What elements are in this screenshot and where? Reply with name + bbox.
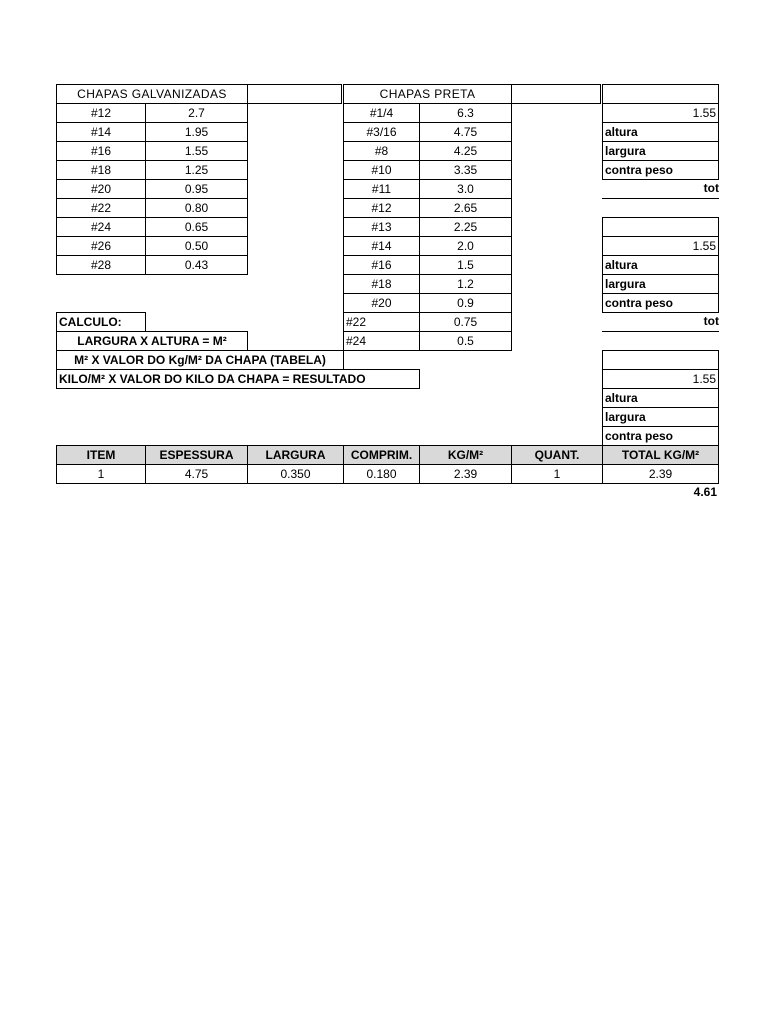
item-table-cell[interactable]: 4.75 [145, 464, 248, 484]
preta-value-cell[interactable]: 0.9 [419, 293, 512, 313]
side-value-cell[interactable]: 1.55 [602, 236, 719, 256]
galv-value-cell[interactable]: 0.43 [145, 255, 248, 275]
empty-cell [247, 84, 342, 104]
preta-value-cell[interactable]: 6.3 [419, 103, 512, 123]
side-block-top [602, 350, 719, 370]
preta-gauge-cell[interactable]: #13 [343, 217, 420, 237]
calculo-line-1: LARGURA X ALTURA = M² [56, 331, 248, 351]
galv-gauge-cell[interactable]: #24 [56, 217, 146, 237]
largura-label: largura [602, 141, 719, 161]
contra-peso-label: contra peso [602, 160, 719, 180]
preta-value-cell[interactable]: 2.65 [419, 198, 512, 218]
galv-value-cell[interactable]: 1.25 [145, 160, 248, 180]
galv-gauge-cell[interactable]: #20 [56, 179, 146, 199]
preta-gauge-cell[interactable]: #22 [343, 312, 420, 332]
total-label: tot [602, 179, 719, 199]
preta-value-cell[interactable]: 1.2 [419, 274, 512, 294]
preta-gauge-cell[interactable]: #8 [343, 141, 420, 161]
galv-gauge-cell[interactable]: #28 [56, 255, 146, 275]
preta-gauge-cell[interactable]: #18 [343, 274, 420, 294]
preta-value-cell[interactable]: 0.5 [419, 331, 512, 351]
altura-label: altura [602, 122, 719, 142]
galv-value-cell[interactable]: 1.95 [145, 122, 248, 142]
preta-value-cell[interactable]: 1.5 [419, 255, 512, 275]
calculo-line-2: M² X VALOR DO Kg/M² DA CHAPA (TABELA) [56, 350, 344, 370]
preta-value-cell[interactable]: 2.25 [419, 217, 512, 237]
galvanizadas-header: CHAPAS GALVANIZADAS [56, 84, 248, 104]
altura-label: altura [602, 255, 719, 275]
side-block-top [602, 84, 719, 104]
galv-value-cell[interactable]: 1.55 [145, 141, 248, 161]
preta-gauge-cell[interactable]: #20 [343, 293, 420, 313]
largura-label: largura [602, 407, 719, 427]
galv-gauge-cell[interactable]: #26 [56, 236, 146, 256]
galv-gauge-cell[interactable]: #18 [56, 160, 146, 180]
item-table-cell[interactable]: 0.350 [247, 464, 344, 484]
grand-total[interactable]: 4.61 [693, 485, 717, 499]
preta-gauge-cell[interactable]: #11 [343, 179, 420, 199]
galv-gauge-cell[interactable]: #22 [56, 198, 146, 218]
item-table-header: COMPRIM. [343, 445, 420, 465]
item-table-cell[interactable]: 1 [56, 464, 146, 484]
preta-value-cell[interactable]: 4.75 [419, 122, 512, 142]
item-table-header: LARGURA [247, 445, 344, 465]
empty-cell [511, 84, 601, 104]
item-table-cell[interactable]: 1 [511, 464, 603, 484]
item-table-header: TOTAL KG/M² [602, 445, 719, 465]
galv-value-cell[interactable]: 0.95 [145, 179, 248, 199]
galv-gauge-cell[interactable]: #14 [56, 122, 146, 142]
preta-value-cell[interactable]: 4.25 [419, 141, 512, 161]
galv-value-cell[interactable]: 2.7 [145, 103, 248, 123]
preta-value-cell[interactable]: 3.35 [419, 160, 512, 180]
preta-value-cell[interactable]: 2.0 [419, 236, 512, 256]
galv-value-cell[interactable]: 0.80 [145, 198, 248, 218]
preta-gauge-cell[interactable]: #14 [343, 236, 420, 256]
preta-value-cell[interactable]: 0.75 [419, 312, 512, 332]
contra-peso-label: contra peso [602, 426, 719, 446]
galv-gauge-cell[interactable]: #16 [56, 141, 146, 161]
side-block-top [602, 217, 719, 237]
contra-peso-label: contra peso [602, 293, 719, 313]
preta-gauge-cell[interactable]: #10 [343, 160, 420, 180]
item-table-header: QUANT. [511, 445, 603, 465]
item-table-cell[interactable]: 2.39 [602, 464, 719, 484]
preta-gauge-cell[interactable]: #24 [343, 331, 420, 351]
side-value-cell[interactable]: 1.55 [602, 369, 719, 389]
side-value-cell[interactable]: 1.55 [602, 103, 719, 123]
preta-gauge-cell[interactable]: #16 [343, 255, 420, 275]
preta-gauge-cell[interactable]: #1/4 [343, 103, 420, 123]
galv-value-cell[interactable]: 0.65 [145, 217, 248, 237]
preta-gauge-cell[interactable]: #3/16 [343, 122, 420, 142]
item-table-cell[interactable]: 0.180 [343, 464, 420, 484]
preta-value-cell[interactable]: 3.0 [419, 179, 512, 199]
galv-value-cell[interactable]: 0.50 [145, 236, 248, 256]
item-table-cell[interactable]: 2.39 [419, 464, 512, 484]
calculo-line-3: KILO/M² X VALOR DO KILO DA CHAPA = RESULTADO [56, 369, 420, 389]
galv-gauge-cell[interactable]: #12 [56, 103, 146, 123]
item-table-header: KG/M² [419, 445, 512, 465]
preta-header: CHAPAS PRETA [343, 84, 512, 104]
preta-gauge-cell[interactable]: #12 [343, 198, 420, 218]
item-table-header: ITEM [56, 445, 146, 465]
item-table-header: ESPESSURA [145, 445, 248, 465]
altura-label: altura [602, 388, 719, 408]
largura-label: largura [602, 274, 719, 294]
calculo-title: CALCULO: [56, 312, 146, 332]
total-label: tot [602, 312, 719, 332]
